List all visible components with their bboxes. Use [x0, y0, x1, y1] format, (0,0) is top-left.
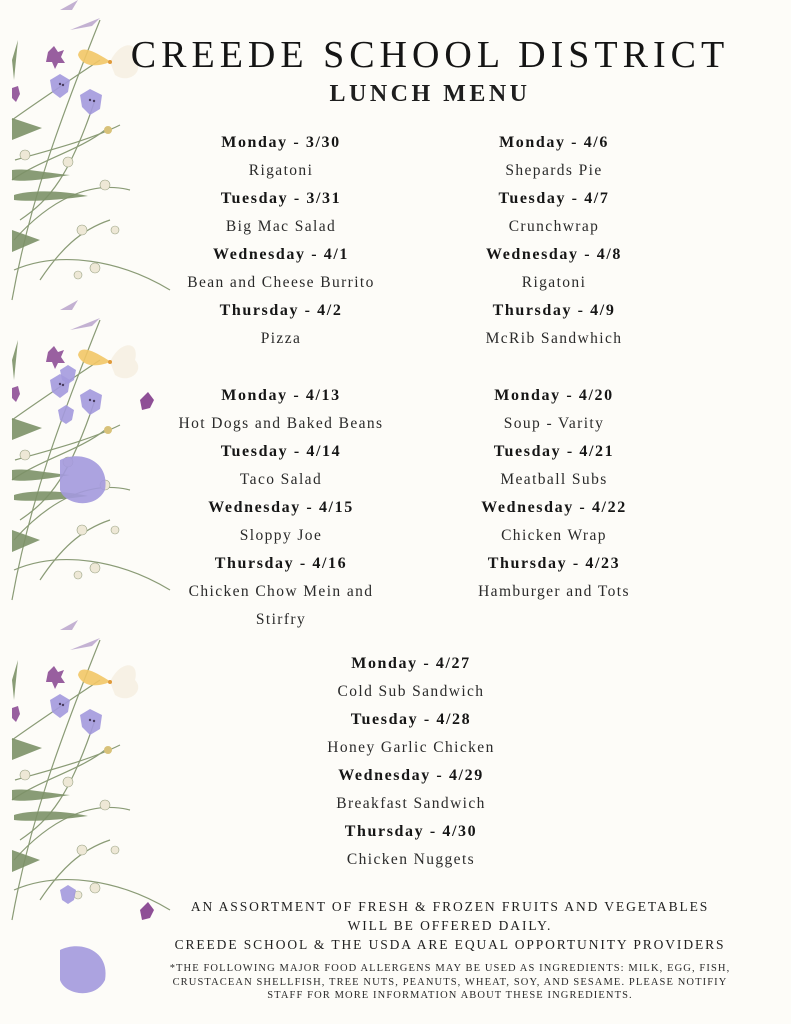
menu-week-5	[281, 650, 541, 874]
menu-meal: Hamburger and Tots	[478, 583, 630, 600]
menu-day-label: Tuesday - 4/7	[498, 190, 610, 207]
menu-day-label: Wednesday - 4/15	[208, 499, 354, 516]
menu-day-label: Wednesday - 4/22	[481, 499, 627, 516]
menu-week-1	[151, 129, 411, 353]
menu-meal: Meatball Subs	[500, 471, 608, 488]
menu-day-label: Thursday - 4/2	[219, 302, 343, 319]
menu-day-label: Thursday - 4/9	[492, 302, 616, 319]
menu-day-label: Monday - 4/27	[351, 655, 471, 672]
equal-opportunity-statement: CREEDE SCHOOL & THE USDA ARE EQUAL OPPORTUNITY PROVIDERS	[174, 937, 726, 952]
menu-meal: Pizza	[260, 330, 302, 347]
allergen-line-3: STAFF FOR MORE INFORMATION ABOUT THESE INGREDIENTS.	[267, 990, 633, 1001]
menu-day-label: Monday - 4/13	[221, 387, 341, 404]
menu-day-label: Wednesday - 4/8	[485, 246, 622, 263]
menu-meal: Big Mac Salad	[225, 218, 337, 235]
menu-day-label: Wednesday - 4/29	[338, 767, 484, 784]
menu-day-label: Tuesday - 4/28	[350, 711, 472, 728]
menu-meal: McRib Sandwhich	[485, 330, 623, 347]
produce-and-equal-opportunity-note	[140, 897, 760, 954]
menu-day-label: Thursday - 4/23	[487, 555, 621, 572]
menu-meal: Shepards Pie	[505, 162, 603, 179]
menu-day-label: Monday - 3/30	[221, 134, 341, 151]
menu-day-label: Tuesday - 3/31	[220, 190, 342, 207]
menu-meal: Soup - Varity	[503, 415, 605, 432]
menu-meal: Sloppy Joe	[239, 527, 323, 544]
allergen-disclaimer	[140, 962, 760, 1003]
page-subtitle: LUNCH MENU	[329, 81, 531, 107]
menu-meal: Taco Salad	[239, 471, 323, 488]
menu-day-label: Tuesday - 4/14	[220, 443, 342, 460]
menu-day-label: Thursday - 4/16	[214, 555, 348, 572]
menu-week-4	[424, 382, 684, 606]
produce-note-line-1: AN ASSORTMENT OF FRESH & FROZEN FRUITS AND VEGETABLES	[190, 899, 710, 914]
menu-meal: Crunchwrap	[508, 218, 600, 235]
allergen-line-1: *THE FOLLOWING MAJOR FOOD ALLERGENS MAY BE USED AS INGREDIENTS: MILK, EGG, FISH,	[169, 963, 731, 974]
menu-week-2	[424, 129, 684, 353]
menu-day-label: Monday - 4/20	[494, 387, 614, 404]
allergen-line-2: CRUSTACEAN SHELLFISH, TREE NUTS, PEANUTS, WHEAT, SOY, AND SESAME. PLEASE NOTIFIY	[172, 976, 728, 988]
menu-meal: Chicken Nuggets	[346, 851, 476, 868]
menu-week-3	[151, 382, 411, 634]
menu-meal: Honey Garlic Chicken	[327, 739, 495, 756]
page-title: CREEDE SCHOOL DISTRICT	[130, 34, 730, 76]
menu-meal: Cold Sub Sandwich	[337, 683, 485, 700]
produce-note-line-2: WILL BE OFFERED DAILY.	[347, 918, 553, 933]
menu-meal: Hot Dogs and Baked Beans	[178, 415, 384, 432]
menu-day-label: Monday - 4/6	[499, 134, 609, 151]
menu-meal: Rigatoni	[248, 162, 314, 179]
menu-meal: Rigatoni	[521, 274, 587, 291]
menu-day-label: Wednesday - 4/1	[212, 246, 349, 263]
menu-day-label: Tuesday - 4/21	[493, 443, 615, 460]
menu-meal: Chicken Wrap	[501, 527, 607, 544]
menu-meal: Breakfast Sandwich	[336, 795, 486, 812]
menu-day-label: Thursday - 4/30	[344, 823, 478, 840]
menu-meal: Chicken Chow Mein and Stirfry	[188, 583, 374, 628]
menu-meal: Bean and Cheese Burrito	[187, 274, 375, 291]
